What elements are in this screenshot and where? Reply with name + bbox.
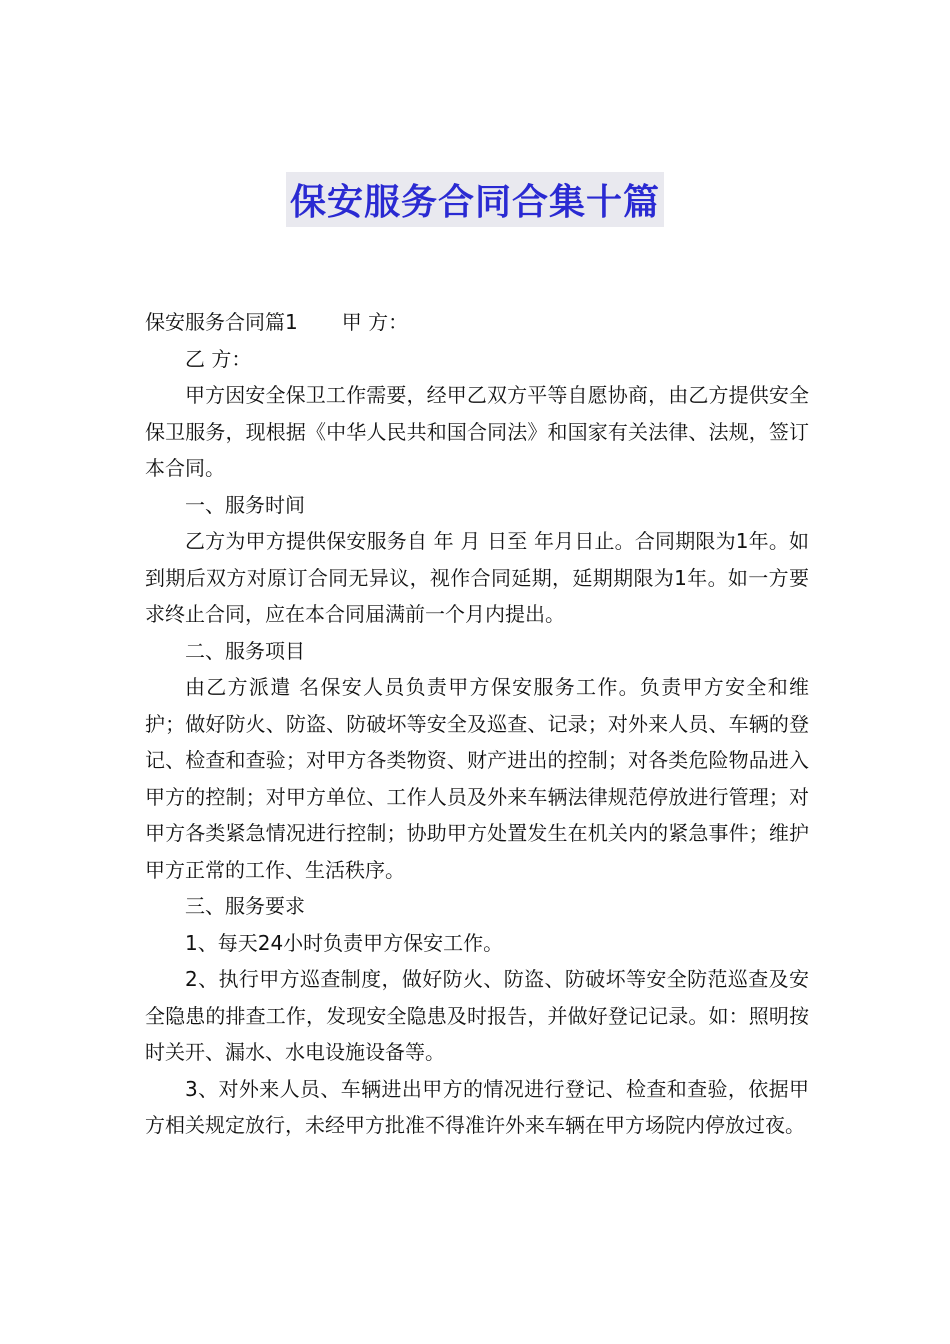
contract-heading: 保安服务合同篇1: [145, 310, 298, 334]
section-heading-service-time: 一、服务时间: [185, 492, 305, 517]
paragraph-intro: 甲方因安全保卫工作需要，经甲乙双方平等自愿协商，由乙方提供安全保卫服务，现根据《中华人民共和国合同法》和国家有关法律、法规，签订本合同。: [145, 383, 809, 480]
paragraph-service-items: 由乙方派遣 名保安人员负责甲方保安服务工作。负责甲方安全和维护；做好防火、防盗、防破坏等安全及巡查、记录；对外来人员、车辆的登记、检查和查验；对甲方各类物资、财产进出的控制；对各类危险物品进入甲方的控制；对甲方单位、工作人员及外来车辆法律规范停放进行管理；对甲方各类紧急情况进行控制；协助甲方处置发生在机关内的紧急事件；维护甲方正常的工作、生活秩序。: [145, 675, 809, 882]
section-heading-service-requirements: 三、服务要求: [185, 894, 305, 918]
requirement-item-3: 3、对外来人员、车辆进出甲方的情况进行登记、检查和查验，依据甲方相关规定放行，未经甲方批准不得准许外来车辆在甲方场院内停放过夜。: [145, 1076, 809, 1137]
paragraph-service-time: 乙方为甲方提供保安服务自 年 月 日至 年月日止。合同期限为1年。如到期后双方对原订合同无异议，视作合同延期，延期期限为1年。如一方要求终止合同，应在本合同届满前一个月内提出。: [145, 529, 809, 626]
party-b-label: 乙 方：: [185, 346, 252, 371]
party-a-label: 甲 方：: [341, 310, 409, 334]
requirement-item-1: 1、每天24小时负责甲方保安工作。: [185, 930, 504, 955]
title-container: [0, 172, 950, 227]
contract-heading-line: [145, 304, 809, 341]
document-title: 保安服务合同合集十篇: [286, 172, 664, 227]
section-heading-service-items: 二、服务项目: [185, 638, 305, 663]
requirement-item-2: 2、执行甲方巡查制度，做好防火、防盗、防破坏等安全防范巡查及安全隐患的排查工作，发现安全隐患及时报告，并做好登记记录。如：照明按时关开、漏水、水电设施设备等。: [145, 967, 809, 1064]
document-body: [145, 304, 809, 1144]
